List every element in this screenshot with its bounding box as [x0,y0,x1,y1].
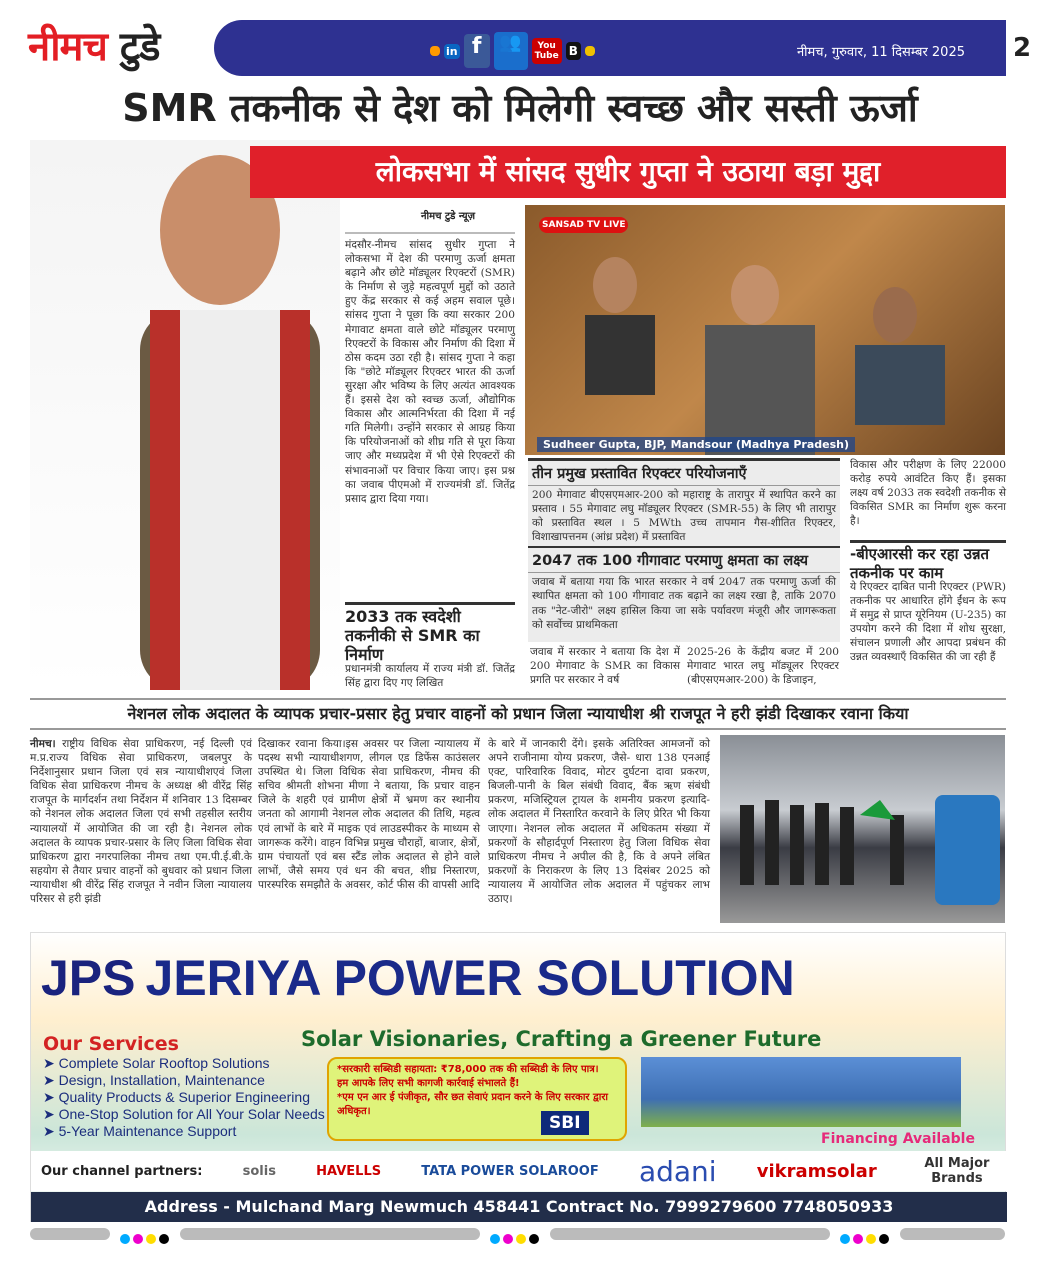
ad-address: Address - Mulchand Marg Newmuch 458441 Contract No. 7999279600 7748050933 [31,1192,1007,1222]
box-heading: तीन प्रमुख प्रस्तावित रिएक्टर परियोजनाएँ [528,461,840,486]
article-column: दिखाकर रवाना किया।इस अवसर पर जिला न्यायालय में पदस्थ सभी न्यायाधीशगण, लीगल एड डिफेंस काउंसलर उपस्थित थे। जिला विधिक सेवा प्राधिकरण, नीमच की सचिव श्रीमती शोभना मीणा ने बताया, कि प्रचार वाहन जिले के शहरी एवं ग्रामीण क्षेत्रों में भ्रमण कर स्थानीय जनता को आगामी नेशनल लोक अदालत की तिथि, महत्व एवं लाभों के बारे में माइक एवं लाउडस्पीकर के माध्यम से जागरूक करेंगे। वाहन विभिन्न प्रमुख चौराहों, बाजार, क्षेत्रों, ग्राम पंचायतों एवं बस स्टैंड लोक अदालत से होने वाले लाभों, जैसे समय एवं धन की बचत, शीघ्र निस्तारण, पारस्परिक समझौते के अवसर, कोर्ट फीस की वापसी आदि [258,738,480,891]
partner-havells: HAVELLS [316,1163,382,1179]
registration-bar [180,1228,480,1240]
subsidy-line: *एम एन आर ई पंजीकृत, सौर छत सेवाएं प्रदान करने के लिए सरकार द्वारा अधिकृत। [337,1092,609,1117]
dateline: नीमच, गुरुवार, 11 दिसम्बर 2025 [796,45,965,60]
ad-tagline: Solar Visionaries, Crafting a Greener Future [301,1027,822,1051]
registration-bar [550,1228,830,1240]
article-column: जवाब में सरकार ने बताया कि देश में 200 मेगावाट के SMR का विकास प्रगति पर सरकार ने वर्ष [530,646,680,687]
bebo-icon: B [566,42,581,60]
logo-red-text: नीमच [28,24,107,70]
article-text: राष्ट्रीय विधिक सेवा प्राधिकरण, नई दिल्ली एवं म.प्र.राज्य विधिक सेवा प्राधिकरण, जबलपुर के निर्देशानुसार प्रधान जिला एवं सत्र न्यायाधीशएवं जिला विधिक सेवा प्राधिकरण नीमच के अध्यक्ष श्री वीरेंद्र सिंह राजपूत के मार्गदर्शन तथा निर्देशन में शनिवार 13 दिसम्बर को नेशनल लोक अदालत जिला एवं सभी तहसील स्तरीय न्यायालयों में आयोजित की जा रही है। नेशनल लोक अदालत के व्यापक प्रचार-प्रसार के लिए जिला विधिक सेवा प्राधिकरण द्वारा नगरपालिका नीमच तथा एम.पी.ई.बी.के सहयोग से तैयार प्रचार वाहनों को बुधवार को प्रधान जिला न्यायाधीश श्री वीरेंद्र सिंह राजपूत ने नवीन जिला न्यायालय परिसर से हरी झंडी [30,738,253,906]
sansad-tv-badge: SANSAD TV LIVE [539,217,628,233]
story2-headline: नेशनल लोक अदालत के व्यापक प्रचार-प्रसार हेतु प्रचार वाहनों को प्रधान जिला न्यायाधीश श्री राजपूत ने हरी झंडी दिखाकर रवाना किया [30,698,1006,730]
article-column: 2025-26 के केंद्रीय बजट में 200 मेगावाट भारत लघु मॉड्यूलर रिएक्टर (बीएसएमआर-200) के डिजाइन, [687,646,839,687]
partner-vikramsolar: vikramsolar [756,1160,877,1182]
subsidy-line: *सरकारी सब्सिडी सहायता: ₹78,000 तक की सब्सिडी के लिए पात्र। [337,1064,599,1075]
sbi-logo: SBI [541,1111,589,1135]
service-item: ➤ Quality Products & Superior Engineering [43,1089,325,1106]
partners-row [31,1151,1007,1191]
linkedin-icon: in [446,44,458,58]
article-column: के बारे में जानकारी देंगे। इसके अतिरिक्त आमजनों को अपने राजीनामा योग्य प्रकरण, जैसे- धारा 138 एनआई एक्ट, पारिवारिक विवाद, मोटर दुर्घटना दावा प्रकरण, बिजली-पानी के बिल संबंधी विवाद, बैंक ऋण संबंधी प्रकरण, मजिस्ट्रियल ट्रायल के शमनीय प्रकरण इत्यादि- लोक अदालत में निस्तारित करवाने के लिए प्रेरित भी किया जाएगा। नेशनल लोक अदालत में अधिकतम संख्या में प्रकरणों के सौहार्दपूर्ण निस्तारण हेतु जिला विधिक सेवा प्राधिकरण नीमच ने अपील की है, कि वे अपने लंबित प्रकरणों के निराकरण के लिए 13 दिसंबर 2025 को न्यायालय में आयोजित लोक अदालत में पहुंचकर लाभ उठाए। [488,738,710,906]
facebook-icon: f [464,34,490,68]
services-list [43,1033,325,1140]
flag-off-photo [720,735,1005,923]
jps-logo: JPS [41,950,136,1006]
registration-bar [30,1228,110,1240]
social-icons [430,32,595,70]
ceremony-illustration [720,735,1005,923]
logo-black-text: टुडे [119,24,160,70]
services-heading: Our Services [43,1033,179,1055]
rss-icon [430,46,440,56]
box-text: 200 मेगावाट बीएसएमआर-200 को महाराष्ट्र के तारापुर में स्थापित करने का प्रस्ताव । 55 मेगावाट लघु मॉड्यूलर रिएक्टर (SMR-55) के लिए भी तारापुर को प्रस्तावित स्थल । 5 MWth उच्च तापमान गैस-शीतित रिएक्टर, विशाखापत्तनम (आंध्र प्रदेश) में प्रस्तावित [532,489,836,544]
article-column [30,737,252,906]
color-registration-marks [120,1229,172,1248]
section-heading: -बीएआरसी कर रहा उन्नत तकनीक पर काम [850,540,1006,583]
box-text: जवाब में बताया गया कि भारत सरकार ने वर्ष 2047 तक परमाणु ऊर्जा की स्थापित क्षमता को 100 गीगावाट तक बढ़ाने का लक्ष्य रखा है, ताकि 2070 तक "नेट-जीरो" लक्ष्य हासिल किया जा सके पर्यावरण मंजूरी और जागरूकता को सर्वोच्च प्राथमिकता [532,576,836,631]
ad-title [41,943,997,1013]
color-registration-marks [840,1229,892,1248]
registration-bar [900,1228,1005,1240]
solar-panels-image [641,1057,961,1127]
flickr-icon [585,46,595,56]
service-item: ➤ One-Stop Solution for All Your Solar Needs [43,1106,325,1123]
article-column: विकास और परीक्षण के लिए 22000 करोड़ रुपये आवंटित किए हैं। इसका लक्ष्य वर्ष 2033 तक स्वदेशी तकनीक से विकसित SMR का निर्माण शुरू करना है। [850,459,1006,528]
section-heading: 2033 तक स्वदेशी तकनीकी से SMR का निर्माण [345,602,515,664]
subsidy-line: हम आपके लिए सभी कागजी कार्रवाई संभालते हैं! [337,1078,520,1089]
service-item: ➤ Complete Solar Rooftop Solutions [43,1055,325,1072]
page-number: 2 [1007,20,1037,76]
article-column: ये रिएक्टर दाबित पानी रिएक्टर (PWR) तकनीक पर आधारित होंगे ईंधन के रूप में समुद्र से प्राप्त यूरेनियम (U-235) का उपयोग करने की दिशा में शोध सुरक्षा, संचालन प्रणाली और आपदा प्रबंधन की उन्नत व्यवस्थाएँ विकसित की जा रही हैं [850,581,1006,664]
jps-advertisement [30,932,1006,1222]
sub-headline: लोकसभा में सांसद सुधीर गुप्ता ने उठाया बड़ा मुद्दा [250,146,1006,198]
article-column: मंदसौर-नीमच सांसद सुधीर गुप्ता ने लोकसभा में देश की परमाणु ऊर्जा क्षमता बढ़ाने और छोटे मॉड्यूलर रिएक्टरों (SMR) के निर्माण से जुड़े महत्वपूर्ण मुद्दों को उठाते हुए केंद्र सरकार से कई अहम सवाल पूछे। सांसद गुप्ता ने पूछा कि क्या सरकार 200 मेगावाट क्षमता वाले छोटे मॉड्यूलर परमाणु रिएक्टरों के विकास और निर्माण की दिशा में ठोस कदम उठा रही है। सांसद गुप्ता ने कहा कि "छोटे मॉड्यूलर रिएक्टर भारत की ऊर्जा सुरक्षा और भविष्य के लिए अत्यंत आवश्यक हैं। इससे देश को स्वच्छ ऊर्जा, औद्योगिक विकास और आत्मनिर्भरता की दिशा में नई गति मिलेगी। उन्होंने सरकार से आग्रह किया कि परियोजनाओं को शीघ्र गति से पूरा किया जाए और मध्यप्रदेश में भी ऐसे रिएक्टरों की संभावनाओं पर विचार किया जाए। इस प्रश्न का जवाब पीएमओ में राज्यमंत्री डॉ. जितेंद्र प्रसाद द्वारा दिया गया। [345,239,515,505]
partner-all-brands: All Major Brands [924,1156,990,1186]
article-column: प्रधानमंत्री कार्यालय में राज्य मंत्री डॉ. जितेंद्र सिंह द्वारा दिए गए लिखित [345,663,515,690]
service-item: ➤ 5-Year Maintenance Support [43,1123,325,1140]
highlight-box [528,458,840,642]
partner-tata-power: TATA POWER SOLAROOF [421,1163,599,1179]
loksabha-photo [525,205,1005,455]
color-registration-marks [490,1229,542,1248]
byline: नीमच टुडे न्यूज़ [345,208,515,234]
service-item: ➤ Design, Installation, Maintenance [43,1072,325,1089]
partner-adani: adani [638,1154,717,1188]
partner-solis: solis [242,1163,276,1179]
myspace-icon: 👥 [494,32,528,70]
partners-label: Our channel partners: [41,1163,203,1179]
mps-illustration [525,205,1005,455]
youtube-icon: You Tube [532,38,562,64]
box-heading: 2047 तक 100 गीगावाट परमाणु क्षमता का लक्ष्य [528,546,840,573]
photo-caption: Sudheer Gupta, BJP, Mandsour (Madhya Pradesh) [537,437,855,452]
dateline-place: नीमच। [30,738,56,750]
portrait-illustration [30,140,340,690]
mp-portrait-photo [30,140,340,690]
financing-label: Financing Available [821,1131,975,1147]
main-headline: SMR तकनीक से देश को मिलेगी स्वच्छ और सस्ती ऊर्जा [122,86,918,130]
ad-company-name: JERIYA POWER SOLUTION [145,950,795,1006]
masthead-logo [28,18,223,78]
